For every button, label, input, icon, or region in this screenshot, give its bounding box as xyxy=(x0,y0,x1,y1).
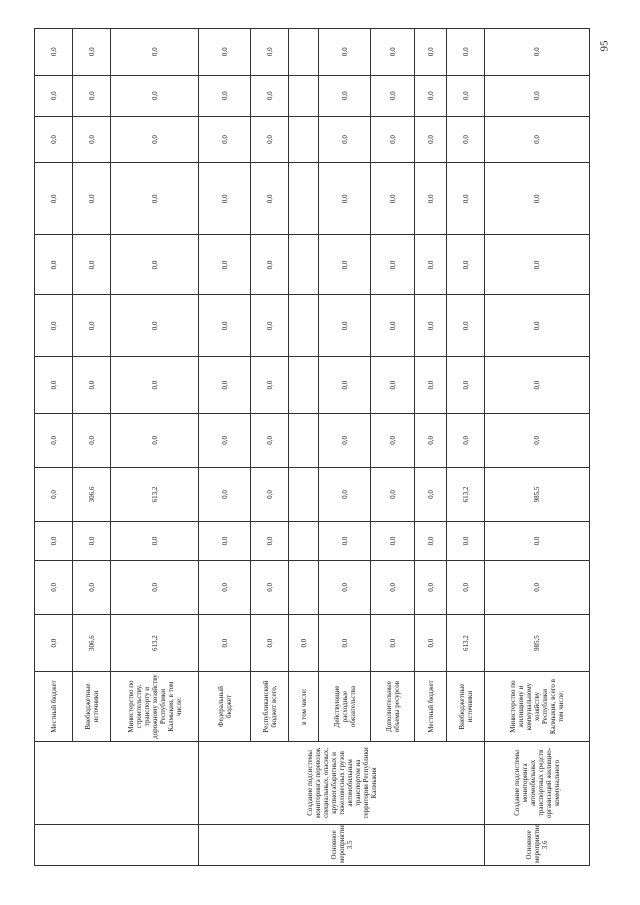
value-cell: 0,0 xyxy=(485,522,590,560)
value-cell: 0,0 xyxy=(371,29,415,76)
value-cell xyxy=(289,522,319,560)
value-cell: 0,0 xyxy=(251,560,289,615)
value-cell: 0,0 xyxy=(199,522,251,560)
value-cell: 0,0 xyxy=(371,414,415,468)
value-cell: 0,0 xyxy=(73,560,111,615)
source-cell: Местный бюджет xyxy=(35,671,73,741)
table-row xyxy=(73,29,111,866)
value-cell: 0,0 xyxy=(35,235,73,295)
table-row xyxy=(415,29,447,866)
value-cell: 0,0 xyxy=(371,522,415,560)
value-cell: 0,0 xyxy=(35,522,73,560)
value-cell: 0,0 xyxy=(415,235,447,295)
source-cell: Министерство по строительству, транспорту и дорожному хозяйству Республики Калмыкия, в том числе: xyxy=(111,671,199,741)
value-cell: 0,0 xyxy=(111,75,199,116)
value-cell: 0,0 xyxy=(73,163,111,235)
value-cell: 0,0 xyxy=(415,615,447,672)
value-cell: 0,0 xyxy=(447,75,485,116)
value-cell: 0,0 xyxy=(199,414,251,468)
value-cell: 0,0 xyxy=(35,615,73,672)
value-cell: 0,0 xyxy=(371,295,415,357)
value-cell: 0,0 xyxy=(251,414,289,468)
value-cell: 0,0 xyxy=(415,295,447,357)
value-cell: 0,0 xyxy=(73,522,111,560)
value-cell: 0,0 xyxy=(73,29,111,76)
value-cell: 0,0 xyxy=(415,357,447,414)
value-cell: 0,0 xyxy=(251,235,289,295)
value-cell: 0,0 xyxy=(199,75,251,116)
value-cell: 0,0 xyxy=(35,29,73,76)
value-cell: 0,0 xyxy=(371,467,415,522)
value-cell: 0,0 xyxy=(73,295,111,357)
event-cell: Создание подсистемы мониторинга перевозок специальных, опасных, крупногабаритных и тяжеловесных грузов автомобильным транспортом на территории Республики Калмыкия xyxy=(199,742,485,825)
value-cell: 0,0 xyxy=(35,163,73,235)
value-cell: 0,0 xyxy=(199,235,251,295)
value-cell: 0,0 xyxy=(111,163,199,235)
value-cell: 0,0 xyxy=(447,357,485,414)
value-cell: 0,0 xyxy=(447,116,485,162)
value-cell: 0,0 xyxy=(73,235,111,295)
table-row xyxy=(199,29,251,866)
value-cell xyxy=(289,163,319,235)
value-cell: 0,0 xyxy=(111,357,199,414)
value-cell: 0,0 xyxy=(371,560,415,615)
value-cell: 0,0 xyxy=(447,295,485,357)
table-row xyxy=(447,29,485,866)
value-cell: 0,0 xyxy=(111,414,199,468)
value-cell: 0,0 xyxy=(35,467,73,522)
table-row xyxy=(251,29,289,866)
source-cell: Внебюджетные источники xyxy=(447,671,485,741)
value-cell: 0,0 xyxy=(251,467,289,522)
value-cell: 0,0 xyxy=(251,29,289,76)
value-cell: 0,0 xyxy=(415,560,447,615)
source-cell: Местный бюджет xyxy=(415,671,447,741)
source-cell: Министерство по жилищному и коммунальному хозяйству Республики Калмыкия, всего в том числе: xyxy=(485,671,590,741)
value-cell: 985,5 xyxy=(485,615,590,672)
rotated-table-container xyxy=(34,28,581,866)
value-cell: 0,0 xyxy=(485,163,590,235)
value-cell: 0,0 xyxy=(319,75,371,116)
source-cell: в том числе: xyxy=(289,671,319,741)
value-cell: 0,0 xyxy=(371,615,415,672)
value-cell: 0,0 xyxy=(371,75,415,116)
source-cell: Действующие расходные обязательства xyxy=(319,671,371,741)
value-cell xyxy=(289,295,319,357)
value-cell: 0,0 xyxy=(319,29,371,76)
value-cell: 0,0 xyxy=(319,615,371,672)
value-cell: 0,0 xyxy=(319,116,371,162)
value-cell xyxy=(289,116,319,162)
value-cell: 0,0 xyxy=(371,116,415,162)
value-cell: 0,0 xyxy=(73,116,111,162)
value-cell: 0,0 xyxy=(415,414,447,468)
value-cell: 0,0 xyxy=(485,116,590,162)
value-cell: 0,0 xyxy=(485,29,590,76)
value-cell: 0,0 xyxy=(415,29,447,76)
value-cell: 0,0 xyxy=(447,522,485,560)
value-cell: 0,0 xyxy=(371,163,415,235)
value-cell: 0,0 xyxy=(251,116,289,162)
value-cell: 0,0 xyxy=(251,295,289,357)
value-cell: 0,0 xyxy=(415,116,447,162)
value-cell: 0,0 xyxy=(415,75,447,116)
value-cell xyxy=(289,560,319,615)
value-cell: 0,0 xyxy=(73,75,111,116)
value-cell: 0,0 xyxy=(371,235,415,295)
value-cell: 0,0 xyxy=(447,235,485,295)
value-cell: 0,0 xyxy=(485,295,590,357)
value-cell: 306,6 xyxy=(73,467,111,522)
value-cell: 0,0 xyxy=(199,560,251,615)
value-cell: 0,0 xyxy=(485,235,590,295)
value-cell: 613,2 xyxy=(447,467,485,522)
value-cell: 0,0 xyxy=(415,522,447,560)
value-cell: 0,0 xyxy=(447,163,485,235)
table-row xyxy=(111,29,199,866)
value-cell: 0,0 xyxy=(199,295,251,357)
value-cell: 0,0 xyxy=(199,116,251,162)
budget-table xyxy=(34,28,590,866)
table-row xyxy=(319,29,371,866)
event-cell xyxy=(35,742,199,825)
value-cell: 0,0 xyxy=(35,560,73,615)
value-cell: 0,0 xyxy=(485,560,590,615)
value-cell: 0,0 xyxy=(319,522,371,560)
value-cell: 0,0 xyxy=(415,467,447,522)
value-cell: 0,0 xyxy=(111,29,199,76)
value-cell: 0,0 xyxy=(35,414,73,468)
source-cell: Республиканский бюджет всего, xyxy=(251,671,289,741)
value-cell: 613,2 xyxy=(111,467,199,522)
value-cell: 0,0 xyxy=(319,235,371,295)
page-number: 95 xyxy=(598,40,611,52)
value-cell: 0,0 xyxy=(319,295,371,357)
value-cell: 0,0 xyxy=(111,522,199,560)
table-row xyxy=(289,29,319,866)
value-cell: 0,0 xyxy=(251,522,289,560)
source-cell: Дополнительные объемы ресурсов xyxy=(371,671,415,741)
value-cell: 0,0 xyxy=(319,357,371,414)
value-cell: 613,2 xyxy=(447,615,485,672)
value-cell: 0,0 xyxy=(289,615,319,672)
code-cell: Основное мероприятие 3.6 xyxy=(485,824,590,865)
value-cell: 0,0 xyxy=(73,414,111,468)
value-cell: 0,0 xyxy=(251,163,289,235)
value-cell: 0,0 xyxy=(199,29,251,76)
value-cell: 985,5 xyxy=(485,467,590,522)
value-cell: 306,6 xyxy=(73,615,111,672)
value-cell: 0,0 xyxy=(251,75,289,116)
value-cell: 0,0 xyxy=(251,357,289,414)
value-cell: 0,0 xyxy=(111,295,199,357)
value-cell: 0,0 xyxy=(35,75,73,116)
value-cell: 0,0 xyxy=(111,235,199,295)
value-cell: 0,0 xyxy=(199,163,251,235)
value-cell: 0,0 xyxy=(485,357,590,414)
table-row xyxy=(371,29,415,866)
value-cell: 0,0 xyxy=(251,615,289,672)
value-cell: 0,0 xyxy=(447,560,485,615)
source-cell: Внебюджетные источники xyxy=(73,671,111,741)
table-row xyxy=(485,29,590,866)
value-cell: 0,0 xyxy=(485,414,590,468)
value-cell: 0,0 xyxy=(319,467,371,522)
value-cell: 0,0 xyxy=(199,467,251,522)
value-cell xyxy=(289,29,319,76)
value-cell: 0,0 xyxy=(485,75,590,116)
value-cell: 613,2 xyxy=(111,615,199,672)
value-cell xyxy=(289,75,319,116)
value-cell: 0,0 xyxy=(447,414,485,468)
value-cell: 0,0 xyxy=(35,295,73,357)
value-cell: 0,0 xyxy=(199,615,251,672)
source-cell: Федеральный бюджет xyxy=(199,671,251,741)
value-cell: 0,0 xyxy=(73,357,111,414)
code-cell xyxy=(35,824,199,865)
value-cell: 0,0 xyxy=(319,560,371,615)
value-cell xyxy=(289,414,319,468)
value-cell xyxy=(289,467,319,522)
value-cell: 0,0 xyxy=(447,29,485,76)
value-cell: 0,0 xyxy=(319,163,371,235)
value-cell: 0,0 xyxy=(319,414,371,468)
value-cell: 0,0 xyxy=(35,116,73,162)
code-cell: Основное мероприятие 3.5 xyxy=(199,824,485,865)
value-cell: 0,0 xyxy=(415,163,447,235)
value-cell xyxy=(289,357,319,414)
value-cell: 0,0 xyxy=(111,560,199,615)
value-cell: 0,0 xyxy=(371,357,415,414)
event-cell: Создание подсистемы мониторинга автомобильных транспортных средств организаций жилищно-коммунального xyxy=(485,742,590,825)
value-cell: 0,0 xyxy=(35,357,73,414)
value-cell xyxy=(289,235,319,295)
value-cell: 0,0 xyxy=(199,357,251,414)
table-row xyxy=(35,29,73,866)
value-cell: 0,0 xyxy=(111,116,199,162)
